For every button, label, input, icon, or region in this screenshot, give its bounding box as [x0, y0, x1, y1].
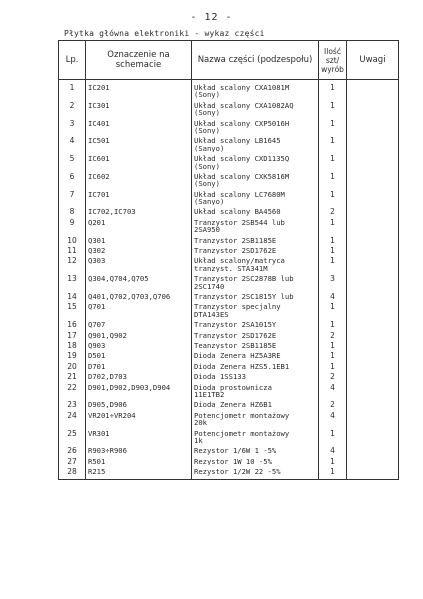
row-notes — [347, 363, 399, 370]
row-part-name — [192, 412, 319, 427]
row-part-name — [192, 247, 319, 254]
header-part-name: Nazwa części (podzespołu) — [192, 41, 319, 80]
row-quantity: 2 — [319, 373, 347, 380]
row-lp: 21 — [59, 373, 86, 380]
row-part-name — [192, 173, 319, 188]
row-lp: 1 — [59, 80, 86, 99]
part-name-line: 2SA950 — [194, 225, 220, 234]
part-name-line: Potencjometr montażowy — [194, 429, 290, 438]
table-row — [59, 401, 399, 408]
part-name-line: Układ scalony LB1645 — [194, 137, 281, 146]
row-quantity: 1 — [319, 219, 347, 234]
table-row — [59, 352, 399, 359]
row-lp: 10 — [59, 237, 86, 244]
row-notes — [347, 173, 399, 188]
row-designation: Q903 — [86, 342, 192, 349]
table-row — [59, 102, 399, 117]
row-quantity: 1 — [319, 237, 347, 244]
row-notes — [347, 430, 399, 445]
row-quantity: 1 — [319, 102, 347, 117]
part-name-line: Rezystor 1/2W 22 -5% — [194, 468, 281, 476]
row-designation: Q701 — [86, 303, 192, 318]
table-row — [59, 257, 399, 272]
part-name-line: 2SC1740 — [194, 281, 225, 291]
row-part-name — [192, 80, 319, 99]
document-title: Płytka główna elektroniki - wykaz części — [64, 29, 265, 38]
row-quantity: 1 — [319, 321, 347, 328]
row-quantity: 1 — [319, 120, 347, 135]
row-part-name — [192, 191, 319, 206]
row-lp: 28 — [59, 468, 86, 475]
table-row — [59, 303, 399, 318]
row-quantity: 1 — [319, 80, 347, 99]
part-name-line: Tranzystor 2SC1815Y lub — [194, 293, 294, 301]
row-quantity: 1 — [319, 342, 347, 349]
row-designation: IC601 — [86, 155, 192, 170]
row-designation: IC401 — [86, 120, 192, 135]
part-name-line: Dioda 1SS133 — [194, 373, 246, 381]
table-row — [59, 384, 399, 399]
header-notes: Uwagi — [347, 41, 399, 80]
row-designation: Q304,Q704,Q705 — [86, 275, 192, 290]
row-lp: 2 — [59, 102, 86, 117]
part-name-line: Teanzystor 2SB1185E — [194, 342, 277, 350]
part-name-line: Układ scalony LC7680M — [194, 190, 285, 199]
row-designation: R501 — [86, 458, 192, 465]
part-name-line: Dioda Zenera HZ5A3RE — [194, 352, 281, 360]
part-name-line: Układ scalony CXK5816M — [194, 172, 290, 181]
table-row — [59, 208, 399, 215]
part-name-line: (Sanyo) — [194, 143, 225, 153]
row-lp: 16 — [59, 321, 86, 328]
row-part-name — [192, 257, 319, 272]
row-part-name — [192, 155, 319, 170]
table-row — [59, 447, 399, 454]
table-row — [59, 80, 399, 99]
part-name-line: 11E1TB2 — [194, 390, 225, 399]
table-row — [59, 342, 399, 349]
row-quantity: 4 — [319, 384, 347, 399]
row-part-name — [192, 373, 319, 380]
row-designation: Q707 — [86, 321, 192, 328]
row-quantity: 2 — [319, 401, 347, 408]
part-name-line: Układ scalony CXA1081M — [194, 83, 290, 92]
row-part-name — [192, 401, 319, 408]
row-lp: 7 — [59, 191, 86, 206]
row-notes — [347, 275, 399, 290]
row-designation: IC201 — [86, 80, 192, 99]
row-lp: 26 — [59, 447, 86, 454]
row-quantity: 1 — [319, 173, 347, 188]
row-designation: IC701 — [86, 191, 192, 206]
table-row — [59, 275, 399, 290]
row-lp: 9 — [59, 219, 86, 234]
table-row — [59, 412, 399, 427]
part-name-line: Tranzystor 2SB1185E — [194, 236, 277, 245]
part-name-line: Tranzystor 2SD1762E — [194, 331, 277, 340]
row-designation: R215 — [86, 468, 192, 475]
table-header-row — [59, 41, 399, 80]
row-quantity: 1 — [319, 137, 347, 152]
row-notes — [347, 102, 399, 117]
row-notes — [347, 342, 399, 349]
row-notes — [347, 80, 399, 99]
table-row — [59, 191, 399, 206]
part-name-line: Rezystor 1/6W 1 -5% — [194, 447, 277, 455]
part-name-line: Tranzystor 2SD1762E — [194, 247, 277, 255]
table-row — [59, 247, 399, 254]
row-designation: R903÷R906 — [86, 447, 192, 454]
part-name-line: (Sony) — [194, 125, 220, 135]
part-name-line: Dioda prostownicza — [194, 383, 272, 392]
table-row — [59, 468, 399, 475]
part-name-line: (Sony) — [194, 161, 220, 170]
row-quantity: 4 — [319, 412, 347, 427]
table-row — [59, 155, 399, 170]
row-lp: 6 — [59, 173, 86, 188]
row-quantity: 1 — [319, 430, 347, 445]
row-designation: IC501 — [86, 137, 192, 152]
table-row — [59, 430, 399, 445]
row-lp: 11 — [59, 247, 86, 254]
table-row — [59, 293, 399, 300]
row-lp: 17 — [59, 332, 86, 339]
part-name-line: Rezystor 1W 10 -5% — [194, 457, 272, 466]
row-part-name — [192, 321, 319, 328]
row-part-name — [192, 102, 319, 117]
table-row — [59, 332, 399, 339]
row-lp: 18 — [59, 342, 86, 349]
header-designation: Oznaczenie na schemacie — [86, 41, 192, 80]
row-designation: IC301 — [86, 102, 192, 117]
part-name-line: Tranzystor 2SC2878B lub — [194, 275, 294, 284]
row-notes — [347, 191, 399, 206]
spacer-cell — [347, 476, 399, 480]
part-name-line: (Sony) — [194, 108, 220, 117]
row-notes — [347, 332, 399, 339]
row-notes — [347, 137, 399, 152]
part-name-line: Układ scalony CXA1082AQ — [194, 101, 294, 110]
table-row — [59, 363, 399, 370]
part-name-line: Tranzystor 2SB544 lub — [194, 218, 285, 227]
table-row — [59, 458, 399, 465]
row-notes — [347, 468, 399, 475]
part-name-line: 1k — [194, 436, 203, 445]
row-part-name — [192, 120, 319, 135]
row-quantity: 1 — [319, 303, 347, 318]
row-quantity: 4 — [319, 447, 347, 454]
row-lp: 13 — [59, 275, 86, 290]
row-part-name — [192, 468, 319, 475]
row-part-name — [192, 303, 319, 318]
part-name-line: Układ scalony CXP5016H — [194, 119, 290, 128]
row-notes — [347, 155, 399, 170]
part-name-line: DTA143ES — [194, 309, 229, 319]
part-name-line: Tranzystor 2SA1015Y — [194, 321, 277, 329]
row-part-name — [192, 275, 319, 290]
row-quantity: 1 — [319, 468, 347, 475]
row-notes — [347, 352, 399, 359]
row-notes — [347, 412, 399, 427]
row-designation: D905,D906 — [86, 401, 192, 408]
row-part-name — [192, 137, 319, 152]
row-lp: 23 — [59, 401, 86, 408]
row-lp: 12 — [59, 257, 86, 272]
row-notes — [347, 293, 399, 300]
row-lp: 5 — [59, 155, 86, 170]
row-designation: IC602 — [86, 173, 192, 188]
table-row — [59, 120, 399, 135]
part-name-line: (Sony) — [194, 179, 220, 188]
part-name-line: (Sony) — [194, 90, 220, 99]
row-part-name — [192, 384, 319, 399]
row-spacer — [59, 476, 399, 480]
row-part-name — [192, 332, 319, 339]
table-row — [59, 373, 399, 380]
row-part-name — [192, 447, 319, 454]
table-row — [59, 321, 399, 328]
row-lp: 25 — [59, 430, 86, 445]
spacer-cell — [319, 476, 347, 480]
row-lp: 27 — [59, 458, 86, 465]
row-part-name — [192, 363, 319, 370]
part-name-line: (Sanyo) — [194, 197, 225, 206]
row-designation: Q301 — [86, 237, 192, 244]
part-name-line: Potencjometr montażowy — [194, 411, 290, 420]
row-designation: D901,D902,D903,D904 — [86, 384, 192, 399]
row-notes — [347, 303, 399, 318]
row-designation: Q302 — [86, 247, 192, 254]
row-lp: 8 — [59, 208, 86, 215]
row-quantity: 1 — [319, 458, 347, 465]
row-quantity: 1 — [319, 247, 347, 254]
parts-list-table — [58, 40, 399, 480]
row-part-name — [192, 430, 319, 445]
row-lp: 4 — [59, 137, 86, 152]
part-name-line: tranzyst. STA341M — [194, 263, 268, 273]
row-part-name — [192, 208, 319, 215]
header-quantity: Ilość szt/ wyrób — [319, 41, 347, 80]
page-number: - 12 - — [190, 12, 233, 23]
row-designation: VR301 — [86, 430, 192, 445]
row-designation: D701 — [86, 363, 192, 370]
row-notes — [347, 373, 399, 380]
row-notes — [347, 401, 399, 408]
row-lp: 19 — [59, 352, 86, 359]
row-quantity: 2 — [319, 332, 347, 339]
part-name-line: Układ scalony/matryca — [194, 257, 285, 266]
row-notes — [347, 237, 399, 244]
row-quantity: 1 — [319, 363, 347, 370]
row-quantity: 4 — [319, 293, 347, 300]
row-notes — [347, 247, 399, 254]
spacer-cell — [86, 476, 192, 480]
row-notes — [347, 447, 399, 454]
row-part-name — [192, 458, 319, 465]
row-notes — [347, 257, 399, 272]
row-lp: 15 — [59, 303, 86, 318]
part-name-line: Dioda Zenera HZS5.1EB1 — [194, 362, 290, 371]
row-quantity: 2 — [319, 208, 347, 215]
row-notes — [347, 384, 399, 399]
table-row — [59, 173, 399, 188]
row-designation: Q401,Q702,Q703,Q706 — [86, 293, 192, 300]
table-row — [59, 237, 399, 244]
part-name-line: Układ scalony BA4560 — [194, 208, 281, 216]
row-part-name — [192, 237, 319, 244]
row-part-name — [192, 219, 319, 234]
spacer-cell — [59, 476, 86, 480]
row-part-name — [192, 352, 319, 359]
row-part-name — [192, 342, 319, 349]
row-designation: Q201 — [86, 219, 192, 234]
row-lp: 20 — [59, 363, 86, 370]
row-lp: 22 — [59, 384, 86, 399]
row-lp: 14 — [59, 293, 86, 300]
row-quantity: 1 — [319, 352, 347, 359]
table-row — [59, 137, 399, 152]
row-designation: Q901,Q902 — [86, 332, 192, 339]
row-quantity: 3 — [319, 275, 347, 290]
row-lp: 3 — [59, 120, 86, 135]
row-notes — [347, 219, 399, 234]
part-name-line: Układ scalony CXD1135Q — [194, 155, 290, 164]
part-name-line: Dioda Zenera HZ6B1 — [194, 401, 272, 409]
row-designation: Q303 — [86, 257, 192, 272]
part-name-line: Tranzystor specjalny — [194, 303, 281, 312]
row-designation: D501 — [86, 352, 192, 359]
row-designation: IC702,IC703 — [86, 208, 192, 215]
row-quantity: 1 — [319, 155, 347, 170]
row-lp: 24 — [59, 412, 86, 427]
spacer-cell — [192, 476, 319, 480]
part-name-line: 20k — [194, 418, 207, 427]
row-notes — [347, 120, 399, 135]
row-quantity: 1 — [319, 191, 347, 206]
row-part-name — [192, 293, 319, 300]
row-quantity: 1 — [319, 257, 347, 272]
row-notes — [347, 321, 399, 328]
row-notes — [347, 208, 399, 215]
header-lp: Lp. — [59, 41, 86, 80]
row-designation: D702,D703 — [86, 373, 192, 380]
row-designation: VR201÷VR204 — [86, 412, 192, 427]
row-notes — [347, 458, 399, 465]
table-row — [59, 219, 399, 234]
